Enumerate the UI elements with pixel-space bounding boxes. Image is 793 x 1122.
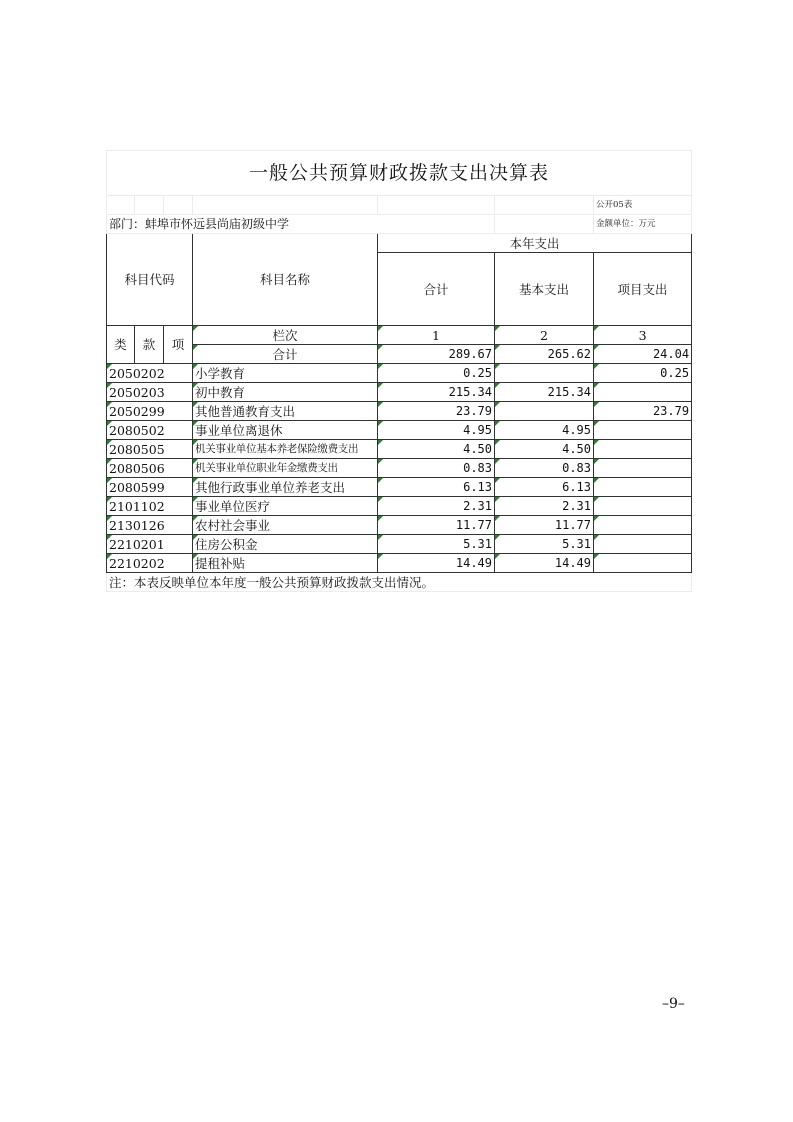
page-number: –9– (662, 996, 685, 1012)
row-total: 6.13 (378, 478, 495, 497)
row-code: 2080506 (107, 459, 193, 478)
row-project (594, 554, 692, 573)
row-name: 事业单位医疗 (193, 497, 378, 516)
header-xiang: 项 (164, 326, 193, 364)
row-project (594, 516, 692, 535)
total-row-label: 合计 (193, 345, 378, 364)
row-basic: 4.50 (495, 440, 594, 459)
row-name: 事业单位离退休 (193, 421, 378, 440)
row-basic: 5.31 (495, 535, 594, 554)
header-total: 合计 (378, 253, 495, 326)
row-total: 4.95 (378, 421, 495, 440)
col-index-2: 2 (495, 326, 594, 345)
form-number: 公开05表 (594, 196, 692, 215)
row-code: 2050203 (107, 383, 193, 402)
row-total: 4.50 (378, 440, 495, 459)
row-total: 215.34 (378, 383, 495, 402)
row-basic: 215.34 (495, 383, 594, 402)
header-lei: 类 (107, 326, 135, 364)
row-name: 其他行政事业单位养老支出 (193, 478, 378, 497)
table-row (107, 478, 692, 497)
row-project: 0.25 (594, 364, 692, 383)
page-title: 一般公共预算财政拨款支出决算表 (107, 151, 692, 196)
row-name: 小学教育 (193, 364, 378, 383)
row-total: 0.83 (378, 459, 495, 478)
header-project: 项目支出 (594, 253, 692, 326)
row-code: 2101102 (107, 497, 193, 516)
col-index-1: 1 (378, 326, 495, 345)
row-project (594, 459, 692, 478)
row-total: 5.31 (378, 535, 495, 554)
table-row (107, 440, 692, 459)
row-total: 14.49 (378, 554, 495, 573)
row-basic (495, 364, 594, 383)
header-kuan: 款 (135, 326, 164, 364)
row-name: 其他普通教育支出 (193, 402, 378, 421)
row-project (594, 440, 692, 459)
table-row (107, 364, 692, 383)
row-name: 农村社会事业 (193, 516, 378, 535)
row-total: 23.79 (378, 402, 495, 421)
table-note: 注：本表反映单位本年度一般公共预算财政拨款支出情况。 (107, 573, 692, 592)
row-total: 0.25 (378, 364, 495, 383)
total-row-project: 24.04 (594, 345, 692, 364)
table-row (107, 421, 692, 440)
row-code: 2210201 (107, 535, 193, 554)
row-basic: 11.77 (495, 516, 594, 535)
table-row (107, 535, 692, 554)
row-name: 住房公积金 (193, 535, 378, 554)
table-row (107, 402, 692, 421)
row-project (594, 421, 692, 440)
row-basic: 14.49 (495, 554, 594, 573)
col-index-3: 3 (594, 326, 692, 345)
row-name: 提租补贴 (193, 554, 378, 573)
row-total: 11.77 (378, 516, 495, 535)
row-code: 2050299 (107, 402, 193, 421)
total-row-total: 289.67 (378, 345, 495, 364)
row-name: 初中教育 (193, 383, 378, 402)
table-row (107, 497, 692, 516)
row-name: 机关事业单位基本养老保险缴费支出 (193, 440, 378, 459)
row-project (594, 478, 692, 497)
header-column-order: 栏次 (193, 326, 378, 345)
total-row-basic: 265.62 (495, 345, 594, 364)
table-row (107, 554, 692, 573)
row-code: 2080599 (107, 478, 193, 497)
row-total: 2.31 (378, 497, 495, 516)
row-code: 2080502 (107, 421, 193, 440)
row-basic: 6.13 (495, 478, 594, 497)
table-row (107, 383, 692, 402)
row-basic (495, 402, 594, 421)
department-label: 部门：蚌埠市怀远县尚庙初级中学 (107, 215, 495, 234)
header-code: 科目代码 (107, 234, 193, 326)
header-name: 科目名称 (193, 234, 378, 326)
row-basic: 0.83 (495, 459, 594, 478)
row-project: 23.79 (594, 402, 692, 421)
row-code: 2080505 (107, 440, 193, 459)
budget-table (106, 150, 692, 592)
budget-sheet (106, 150, 691, 592)
row-code: 2130126 (107, 516, 193, 535)
header-basic: 基本支出 (495, 253, 594, 326)
row-project (594, 535, 692, 554)
unit-label: 金额单位：万元 (594, 215, 692, 234)
row-project (594, 383, 692, 402)
row-code: 2210202 (107, 554, 193, 573)
row-code: 2050202 (107, 364, 193, 383)
row-basic: 4.95 (495, 421, 594, 440)
row-basic: 2.31 (495, 497, 594, 516)
header-current-year: 本年支出 (378, 234, 692, 253)
table-row (107, 459, 692, 478)
row-name: 机关事业单位职业年金缴费支出 (193, 459, 378, 478)
row-project (594, 497, 692, 516)
table-row (107, 516, 692, 535)
